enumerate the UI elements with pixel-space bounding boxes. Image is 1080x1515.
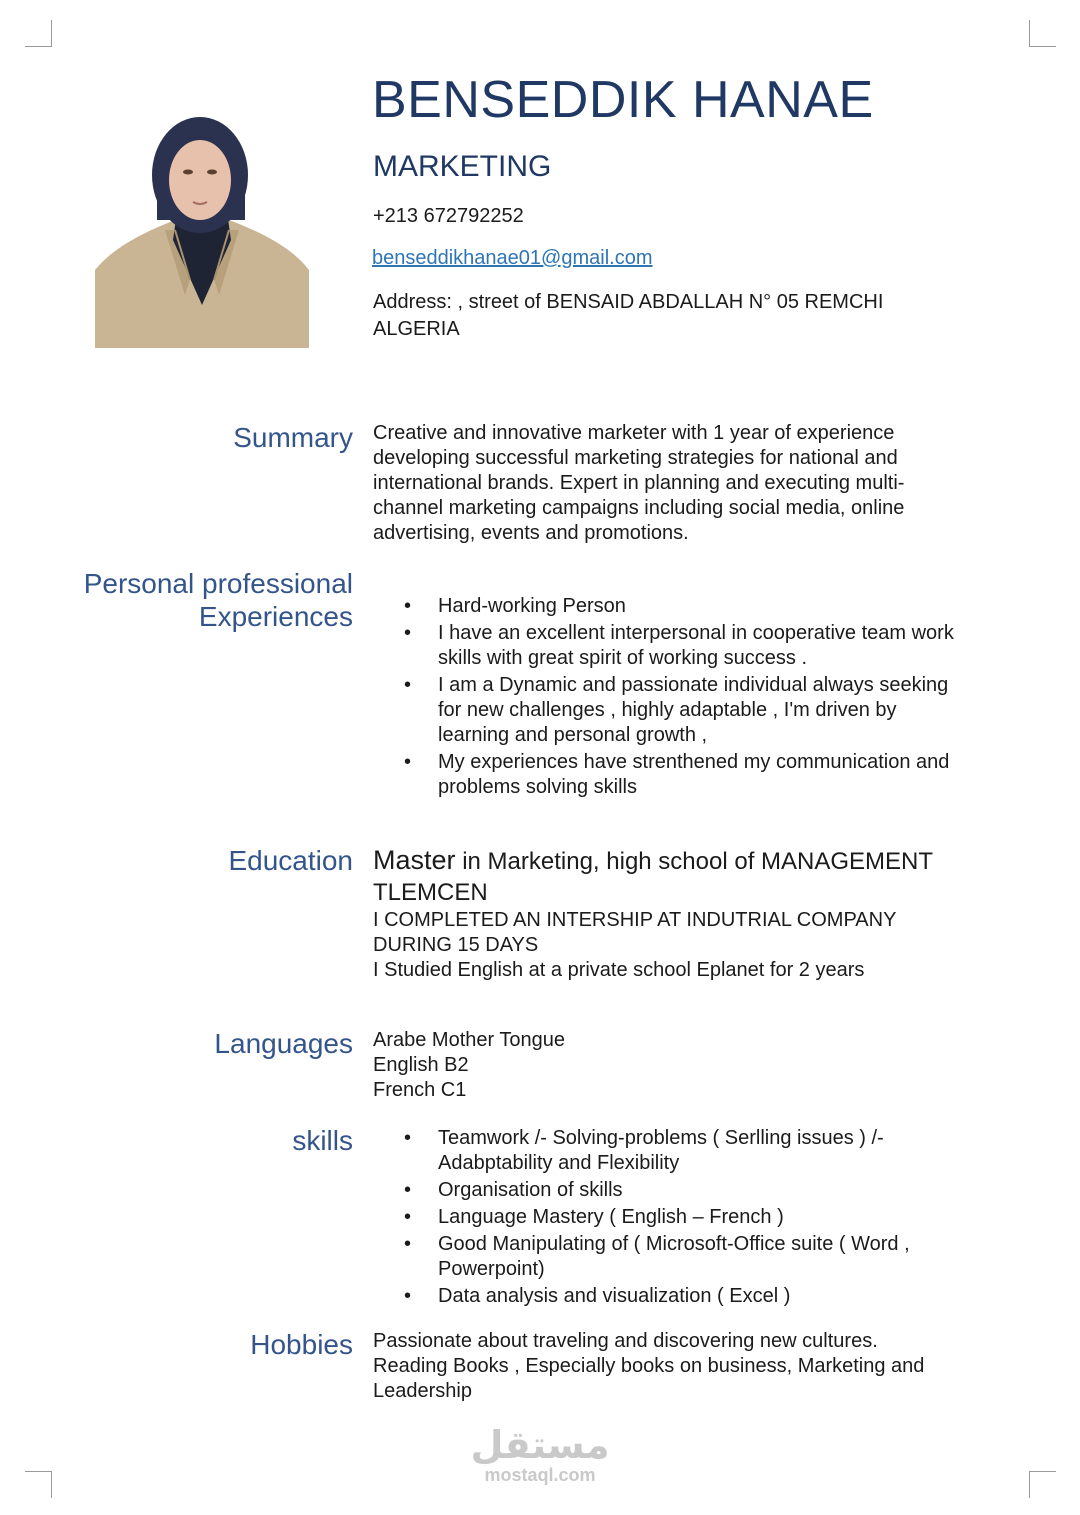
- list-item: • Teamwork /- Solving-problems ( Serlling issues ) /- Adabptability and Flexibility: [373, 1126, 973, 1176]
- experiences-heading-line1: Personal professional: [83, 568, 353, 599]
- languages-heading: Languages: [214, 1028, 353, 1059]
- crop-mark-top-left: [25, 20, 52, 47]
- education-english-course: I Studied English at a private school Eplanet for 2 years: [373, 959, 865, 981]
- education-internship: I COMPLETED AN INTERSHIP AT INDUTRIAL COMPANY DURING 15 DAYS: [373, 909, 897, 956]
- list-item: • I am a Dynamic and passionate individual always seeking for new challenges , highly adaptable , I'm driven by learning and personal growth ,: [373, 673, 973, 748]
- education-block: [373, 845, 973, 983]
- list-item: • Language Mastery ( English – French ): [373, 1205, 973, 1230]
- language-item: French C1: [373, 1079, 467, 1101]
- mostaql-watermark: [470, 1425, 610, 1485]
- phone-number: +213 672792252: [373, 205, 524, 227]
- postal-address: Address: , street of BENSAID ABDALLAH N° 05 REMCHI ALGERIA: [373, 291, 884, 340]
- email-link[interactable]: benseddikhanae01@gmail.com: [372, 247, 653, 269]
- language-item: Arabe Mother Tongue: [373, 1029, 565, 1051]
- languages-list: [373, 1028, 973, 1103]
- watermark-latin-text: mostaql.com: [484, 1465, 596, 1485]
- summary-heading: Summary: [233, 422, 353, 453]
- applicant-name: BENSEDDIK HANAE: [372, 71, 874, 129]
- hobbies-line: Passionate about traveling and discovering new cultures.: [373, 1330, 878, 1352]
- list-item: • Organisation of skills: [373, 1178, 973, 1203]
- education-degree-detail: in Marketing, high school of MANAGEMENT TLEMCEN: [373, 848, 933, 906]
- profile-photo: [95, 80, 309, 348]
- list-item: • I have an excellent interpersonal in cooperative team work skills with great spirit of working success .: [373, 621, 973, 671]
- summary-text: Creative and innovative marketer with 1 year of experience developing successful marketing strategies for national and international brands. Expert in planning and executing multi-channel marketing campaigns including social media, online advertising, events and promotions.: [373, 422, 905, 544]
- hobbies-line: Reading Books , Especially books on business, Marketing and Leadership: [373, 1355, 925, 1402]
- experiences-heading: [84, 567, 353, 633]
- list-item: • Data analysis and visualization ( Excel ): [373, 1284, 973, 1309]
- experiences-heading-line2: Experiences: [198, 601, 353, 632]
- list-item: • Good Manipulating of ( Microsoft-Office suite ( Word , Powerpoint): [373, 1232, 973, 1282]
- crop-mark-bottom-left: [25, 1471, 52, 1498]
- list-item: • My experiences have strenthened my communication and problems solving skills: [373, 750, 973, 800]
- education-degree-line: [373, 845, 973, 908]
- job-title: MARKETING: [373, 150, 552, 183]
- experiences-list: [373, 594, 973, 802]
- language-item: English B2: [373, 1054, 469, 1076]
- crop-mark-top-right: [1029, 20, 1056, 47]
- skills-heading: skills: [292, 1125, 353, 1156]
- skills-list: [373, 1126, 973, 1311]
- hobbies-heading: Hobbies: [250, 1329, 353, 1360]
- education-heading: Education: [228, 845, 353, 876]
- watermark-arabic-text: مستقل: [470, 1423, 610, 1467]
- education-degree: Master: [373, 845, 456, 875]
- hobbies-block: [373, 1329, 973, 1404]
- crop-mark-bottom-right: [1029, 1471, 1056, 1498]
- list-item: • Hard-working Person: [373, 594, 973, 619]
